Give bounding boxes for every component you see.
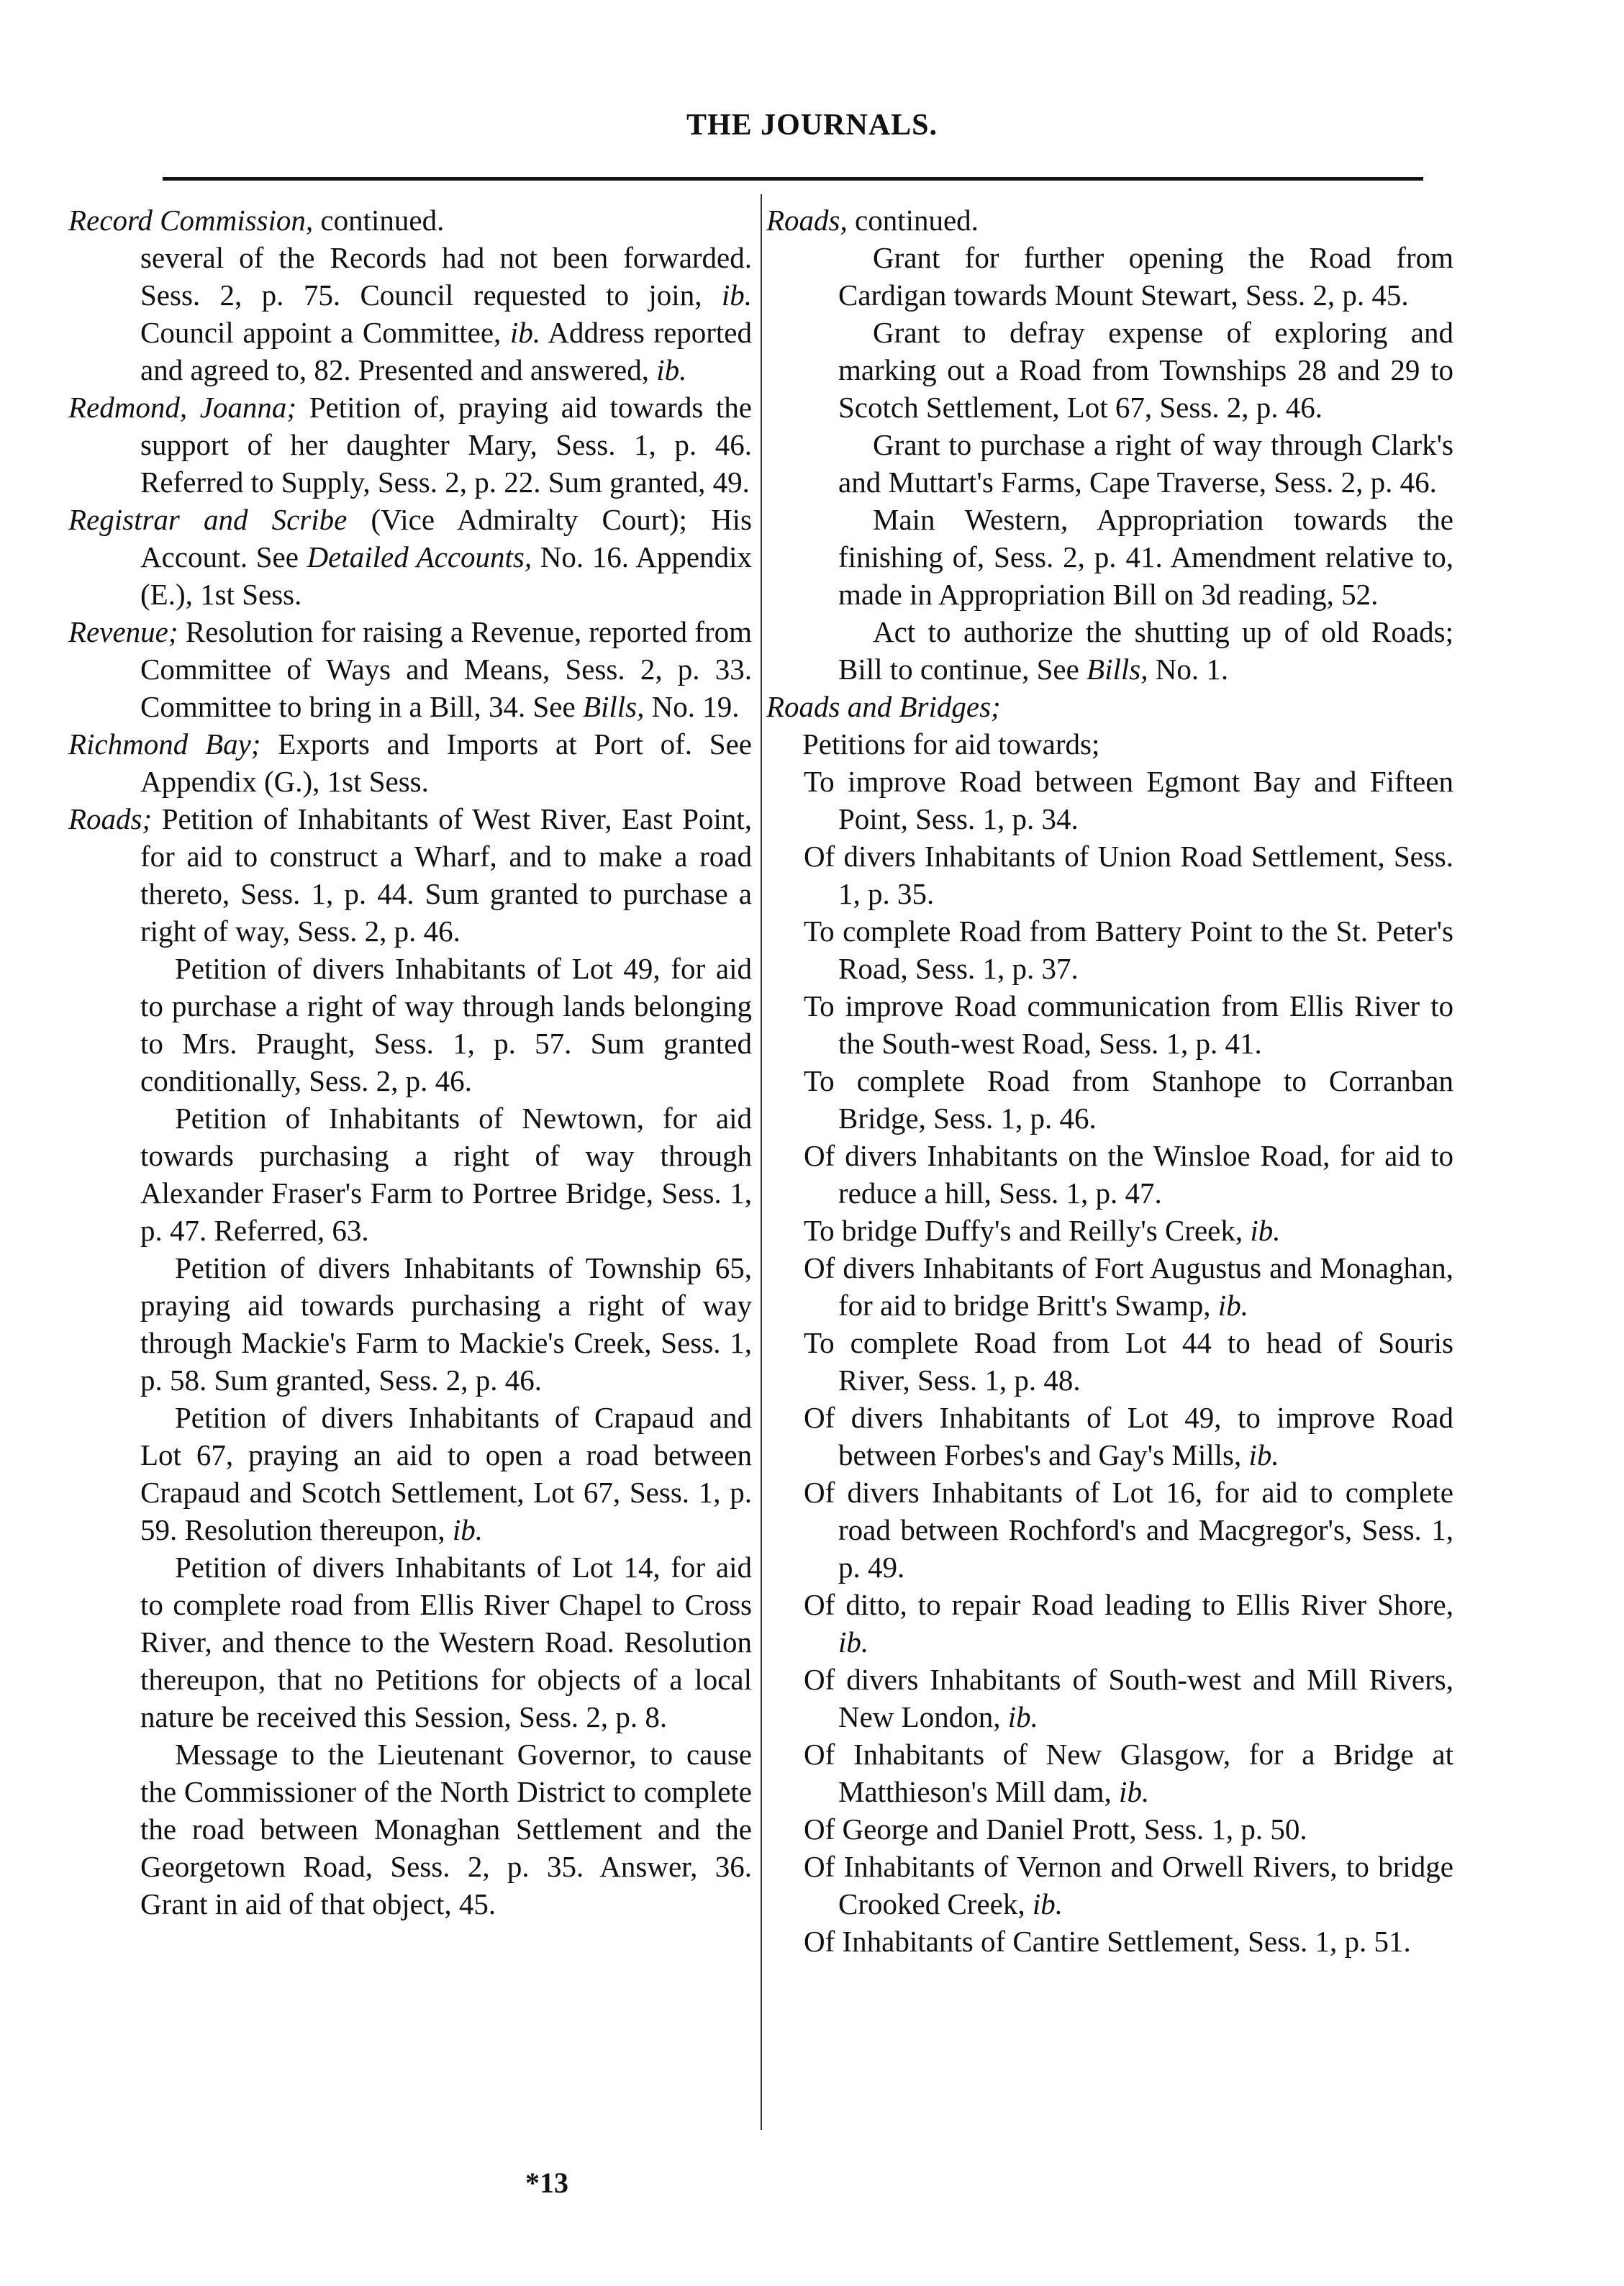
text-run: Petition of divers Inhabitants of Crapaud and Lot 67, praying an aid to open a road between Crapaud and Scotch Settlement, Lot 67, Sess. 1, p. 59. Resolution thereupon, — [140, 1401, 752, 1546]
italic-run: Record Commission, — [68, 204, 314, 237]
italic-run: Roads, — [766, 204, 848, 237]
text-run: Of divers Inhabitants of Lot 16, for aid to complete road between Rochford's and Macgregor's, Sess. 1, p. 49. — [804, 1476, 1453, 1584]
index-entry — [766, 1212, 1453, 1249]
italic-run: Roads and Bridges; — [766, 690, 1001, 723]
index-entry — [766, 688, 1453, 725]
text-run: Resolution for raising a Revenue, reported from Committee of Ways and Means, Sess. 2, p. 33. Committee to bring in a Bill, 34. See — [140, 615, 752, 723]
italic-run: Registrar and Scribe — [68, 503, 348, 536]
italic-run: Revenue; — [68, 615, 178, 648]
index-entry — [766, 501, 1453, 613]
italic-run: ib. — [1119, 1775, 1150, 1808]
text-run: Petition of divers Inhabitants of Township 65, praying aid towards purchasing a right of way through Mackie's Farm to Mackie's Creek, Sess. 1, p. 58. Sum granted, Sess. 2, p. 46. — [140, 1251, 752, 1397]
text-run: several of the Records had not been forwarded. Sess. 2, p. 75. Council requested to join, — [140, 241, 752, 312]
text-run: Of Inhabitants of Vernon and Orwell Rivers, to bridge Crooked Creek, — [804, 1850, 1453, 1920]
text-run: Of divers Inhabitants of Fort Augustus and Monaghan, for aid to bridge Britt's Swamp, — [804, 1251, 1453, 1322]
index-entry — [68, 725, 752, 800]
index-entry — [68, 239, 752, 389]
index-entry — [766, 1249, 1453, 1324]
italic-run: ib. — [1250, 1214, 1281, 1247]
index-entry — [766, 987, 1453, 1062]
text-run: Petition of divers Inhabitants of Lot 14, for aid to complete road from Ellis River Chapel to Cross River, and thence to the Western Road. Resolution thereupon, that no Petitions for objects of a local nature be received this Session, Sess. 2, p. 8. — [140, 1551, 752, 1733]
text-run: continued. — [847, 204, 979, 237]
text-run: Of George and Daniel Prott, Sess. 1, p. 50. — [804, 1813, 1307, 1846]
index-entry — [766, 201, 1453, 239]
text-run: Grant for further opening the Road from Cardigan towards Mount Stewart, Sess. 2, p. 45. — [838, 241, 1453, 312]
text-run: No. 1. — [1148, 653, 1229, 686]
text-run: No. 19. — [644, 690, 740, 723]
text-run: Act to authorize the shutting up of old Roads; Bill to continue, See — [838, 615, 1453, 686]
italic-run: Bills, — [582, 690, 645, 723]
index-entry — [766, 1062, 1453, 1137]
index-entry — [766, 426, 1453, 501]
italic-run: ib. — [1007, 1700, 1038, 1733]
italic-run: Detailed Accounts, — [307, 540, 532, 573]
italic-run: Bills, — [1087, 653, 1148, 686]
italic-run: ib. — [1217, 1289, 1248, 1322]
text-run: To bridge Duffy's and Reilly's Creek, — [804, 1214, 1251, 1247]
italic-run: ib. — [1032, 1887, 1063, 1920]
text-run: Petitions for aid towards; — [802, 727, 1100, 761]
index-entry — [766, 1810, 1453, 1848]
index-entry — [68, 1736, 752, 1923]
text-run: Council appoint a Committee, — [140, 316, 510, 349]
index-entry — [68, 501, 752, 613]
index-entry — [766, 1923, 1453, 1960]
index-entry — [68, 1399, 752, 1548]
text-run: Grant to purchase a right of way through Clark's and Muttart's Farms, Cape Traverse, Sess. 2, p. 46. — [838, 428, 1453, 499]
index-entry — [766, 239, 1453, 314]
text-run: Address reported and agreed to, 82. Presented and answered, — [140, 316, 753, 386]
text-run: Petition of, praying aid towards the support of her daughter Mary, Sess. 1, p. 46. Referred to Supply, Sess. 2, p. 22. Sum granted, 49. — [140, 391, 752, 499]
index-entry — [766, 1586, 1453, 1661]
text-run: No. 16. Appendix (E.), 1st Sess. — [140, 540, 752, 611]
index-entry — [766, 1661, 1453, 1736]
text-run: Of divers Inhabitants on the Winsloe Road, for aid to reduce a hill, Sess. 1, p. 47. — [804, 1139, 1453, 1210]
text-run: Of Inhabitants of Cantire Settlement, Sess. 1, p. 51. — [804, 1925, 1411, 1958]
text-run: Grant to defray expense of exploring and marking out a Road from Townships 28 and 29 to Scotch Settlement, Lot 67, Sess. 2, p. 46. — [838, 316, 1453, 424]
index-entry — [766, 1736, 1453, 1810]
index-entry — [68, 1548, 752, 1736]
italic-run: ib. — [1248, 1438, 1279, 1471]
index-entry — [68, 201, 752, 239]
text-run: To improve Road communication from Ellis River to the South-west Road, Sess. 1, p. 41. — [804, 989, 1453, 1060]
right-column — [766, 201, 1453, 1960]
index-entry — [766, 1324, 1453, 1399]
text-run: Of Inhabitants of New Glasgow, for a Bridge at Matthieson's Mill dam, — [804, 1738, 1453, 1808]
header-rule — [163, 177, 1423, 181]
index-entry — [766, 1399, 1453, 1474]
text-run: Petition of Inhabitants of Newtown, for aid towards purchasing a right of way through Alexander Fraser's Farm to Portree Bridge, Sess. 1, p. 47. Referred, 63. — [140, 1102, 752, 1247]
text-run: Of divers Inhabitants of South-west and Mill Rivers, New London, — [804, 1663, 1453, 1733]
italic-run: ib. — [721, 278, 752, 312]
italic-run: Richmond Bay; — [68, 727, 261, 761]
text-run: To complete Road from Lot 44 to head of Souris River, Sess. 1, p. 48. — [804, 1326, 1453, 1397]
left-column — [68, 201, 752, 1923]
italic-run: Roads; — [68, 802, 153, 835]
index-entry — [68, 800, 752, 950]
index-entry — [766, 1137, 1453, 1212]
text-run: To improve Road between Egmont Bay and Fifteen Point, Sess. 1, p. 34. — [804, 765, 1453, 835]
index-entry — [68, 1249, 752, 1399]
index-entry — [766, 725, 1453, 763]
text-run: To complete Road from Stanhope to Corranban Bridge, Sess. 1, p. 46. — [804, 1064, 1453, 1135]
text-run: To complete Road from Battery Point to the St. Peter's Road, Sess. 1, p. 37. — [804, 915, 1453, 985]
text-run: Petition of Inhabitants of West River, East Point, for aid to construct a Wharf, and to make a road thereto, Sess. 1, p. 44. Sum granted to purchase a right of way, Sess. 2, p. 46. — [140, 802, 752, 948]
page-folio: *13 — [525, 2167, 568, 2199]
index-entry — [766, 314, 1453, 426]
text-run: continued. — [313, 204, 445, 237]
index-entry — [766, 763, 1453, 838]
index-entry — [766, 912, 1453, 987]
index-entry — [68, 613, 752, 725]
index-entry — [766, 1848, 1453, 1923]
italic-run: ib. — [509, 316, 541, 349]
index-entry — [766, 1474, 1453, 1586]
italic-run: Redmond, Joanna; — [68, 391, 297, 424]
text-run: Message to the Lieutenant Governor, to cause the Commissioner of the North District to complete the road between Monaghan Settlement and the Georgetown Road, Sess. 2, p. 35. Answer, 36. Grant in aid of that object, 45. — [140, 1738, 752, 1920]
text-run: (Vice Admiralty Court); His Account. See — [140, 503, 752, 573]
text-run: Of divers Inhabitants of Lot 49, to improve Road between Forbes's and Gay's Mills, — [804, 1401, 1453, 1471]
text-run: Exports and Imports at Port of. See Appendix (G.), 1st Sess. — [140, 727, 753, 798]
running-head: THE JOURNALS. — [686, 109, 938, 142]
index-entry — [766, 613, 1453, 688]
text-run: Of ditto, to repair Road leading to Ellis River Shore, — [804, 1588, 1453, 1621]
index-entry — [68, 1099, 752, 1249]
italic-run: ib. — [656, 353, 687, 386]
text-run: Of divers Inhabitants of Union Road Settlement, Sess. 1, p. 35. — [804, 840, 1453, 910]
italic-run: ib. — [838, 1625, 869, 1659]
index-entry — [766, 838, 1453, 912]
column-divider — [761, 194, 762, 2130]
text-run: Main Western, Appropriation towards the finishing of, Sess. 2, p. 41. Amendment relative to, made in Appropriation Bill on 3d reading, 52. — [838, 503, 1453, 611]
index-entry — [68, 389, 752, 501]
italic-run: ib. — [452, 1513, 484, 1546]
index-entry — [68, 950, 752, 1099]
text-run: Petition of divers Inhabitants of Lot 49, for aid to purchase a right of way through lands belonging to Mrs. Praught, Sess. 1, p. 57. Sum granted conditionally, Sess. 2, p. 46. — [140, 952, 752, 1097]
